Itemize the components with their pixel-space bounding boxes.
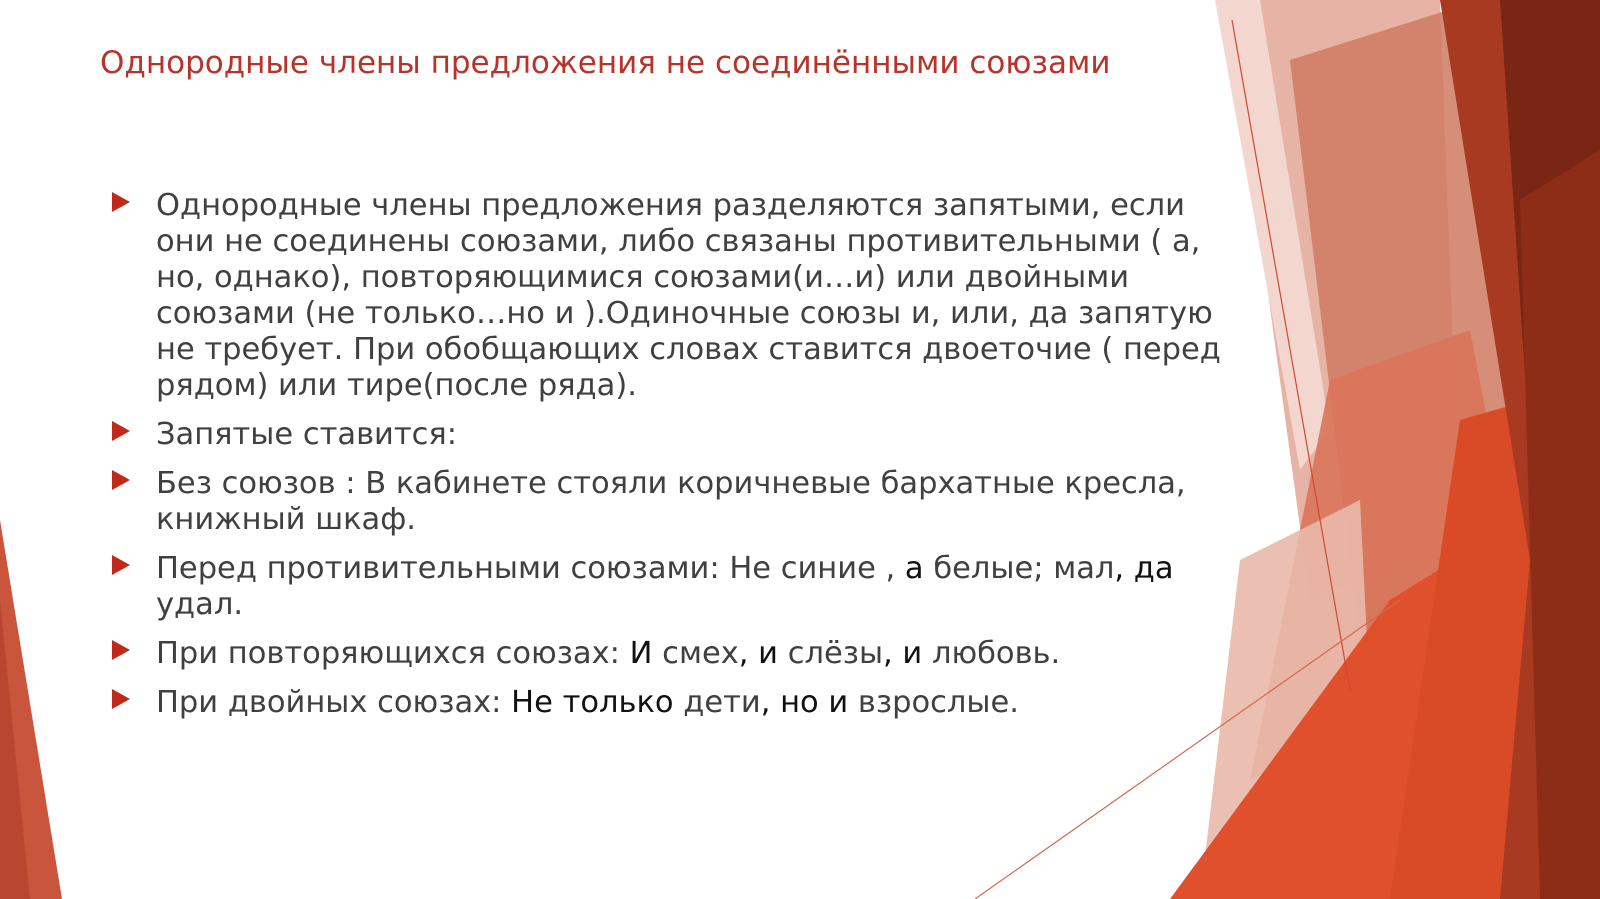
conjunction-highlight: , но и [760, 685, 849, 720]
text-segment: При двойных союзах: [156, 685, 512, 720]
text-segment: смех [652, 636, 739, 671]
text-segment: При повторяющихся союзах: [156, 636, 630, 671]
text-segment: дети [673, 685, 761, 720]
conjunction-highlight: И [629, 636, 653, 671]
slide-title: Однородные члены предложения не соединёнными союзами [100, 45, 1111, 81]
bullet-text: Однородные члены предложения разделяются запятыми, если они не соединены союзами, либо связаны противительными ( а, но, однако), повторяющимися союзами(и…и) или двойными союзами (не только…но и ).Одиночные союзы и, или, да запятую не требует. При обобщающих словах ставится двоеточие ( перед рядом) или тире(после ряда). [156, 188, 1221, 403]
conjunction-highlight: , да [1114, 551, 1174, 586]
bullet-text [156, 551, 1174, 622]
text-segment: Перед противительными союзами: Не синие , [156, 551, 905, 586]
bullet-item-commas [112, 417, 1222, 453]
text-segment: любовь. [922, 636, 1061, 671]
text-segment: взрослые. [848, 685, 1019, 720]
triangle-right-icon [112, 192, 130, 212]
bullet-text [156, 636, 1060, 671]
bullet-text: Запятые ставится: [156, 417, 458, 452]
conjunction-highlight: , и [738, 636, 778, 671]
text-segment: слёзы [778, 636, 884, 671]
text-segment: удал. [156, 587, 244, 622]
text-segment: белые; мал [923, 551, 1115, 586]
bullet-item-double [112, 685, 1222, 721]
conjunction-highlight: а [904, 551, 924, 586]
bullet-item-repeated [112, 636, 1222, 672]
triangle-right-icon [112, 640, 130, 660]
bullet-item-no-conjunctions [112, 466, 1222, 538]
triangle-right-icon [112, 470, 130, 490]
bullet-item-rule [112, 188, 1222, 404]
bullet-item-adversative [112, 551, 1222, 623]
bullet-text: Без союзов : В кабинете стояли коричневые бархатные кресла, книжный шкаф. [156, 466, 1186, 537]
conjunction-highlight: , и [883, 636, 923, 671]
triangle-right-icon [112, 555, 130, 575]
bullet-list [112, 188, 1222, 734]
conjunction-highlight: Не только [511, 685, 674, 720]
triangle-right-icon [112, 689, 130, 709]
triangle-right-icon [112, 421, 130, 441]
bullet-text [156, 685, 1019, 720]
